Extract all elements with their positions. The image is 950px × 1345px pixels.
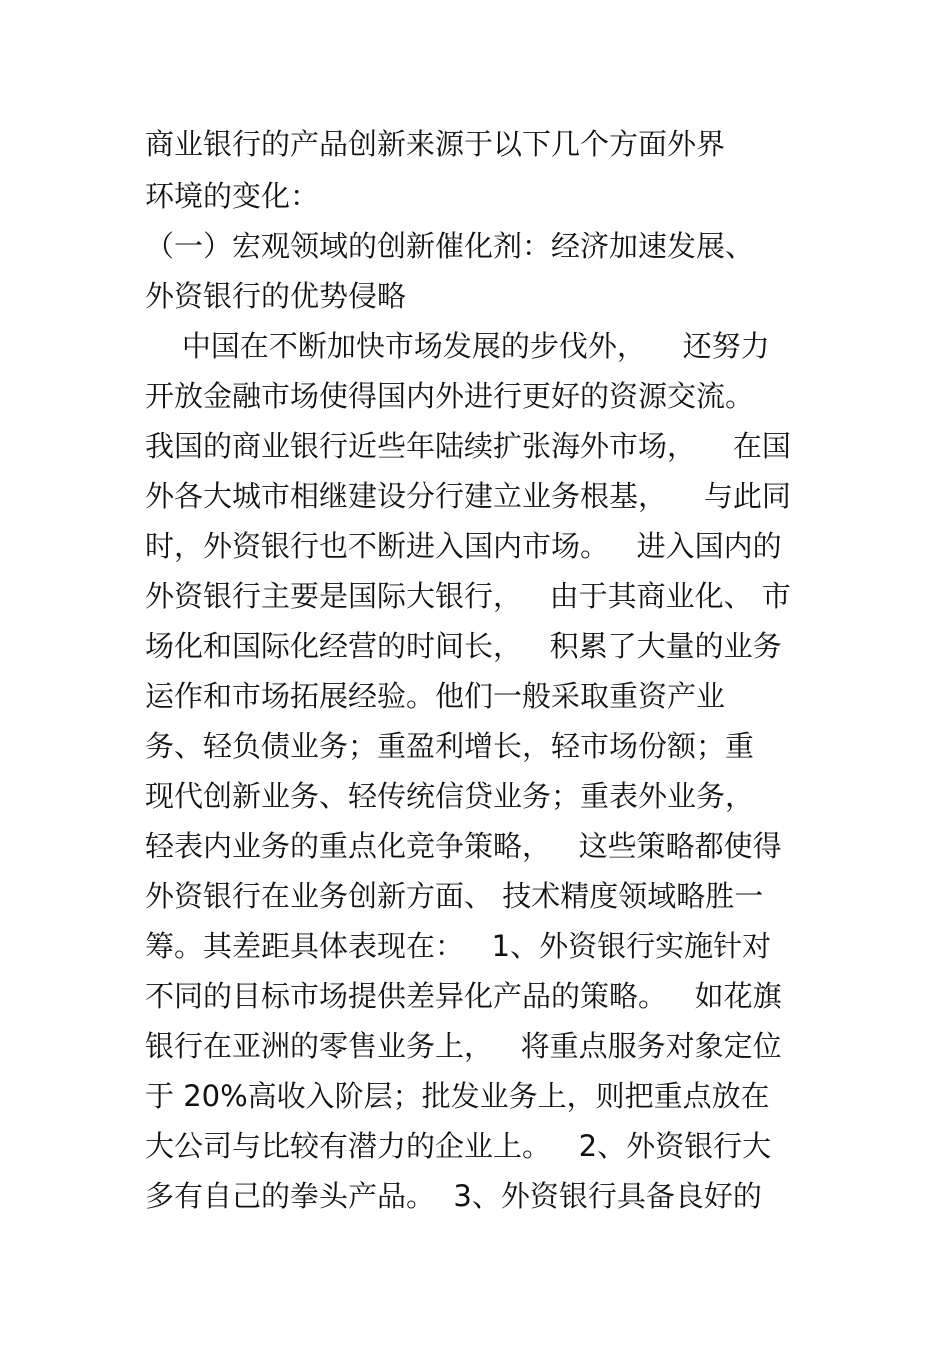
text-line-19: 银行在亚洲的零售业务上， 将重点服务对象定位 <box>145 1029 782 1063</box>
text-line-7: 我国的商业银行近些年陆续扩张海外市场， 在国 <box>145 429 791 463</box>
text-line-14: 现代创新业务、轻传统信贷业务；重表外业务， <box>145 779 755 813</box>
text-line-2: 环境的变化： <box>145 179 320 213</box>
text-line-3: （一）宏观领域的创新催化剂：经济加速发展、 <box>145 229 755 263</box>
text-line-11: 场化和国际化经营的时间长， 积累了大量的业务 <box>145 629 782 663</box>
text-line-4: 外资银行的优势侵略 <box>145 279 407 313</box>
text-line-12: 运作和市场拓展经验。他们一般采取重资产业 <box>145 679 726 713</box>
text-line-21: 大公司与比较有潜力的企业上。 2、外资银行大 <box>145 1129 772 1163</box>
text-line-15: 轻表内业务的重点化竞争策略， 这些策略都使得 <box>145 829 782 863</box>
text-line-6: 开放金融市场使得国内外进行更好的资源交流。 <box>145 379 755 413</box>
text-line-9: 时，外资银行也不断进入国内市场。 进入国内的 <box>145 529 782 563</box>
text-line-1: 商业银行的产品创新来源于以下几个方面外界 <box>145 127 726 161</box>
text-line-16: 外资银行在业务创新方面、 技术精度领域略胜一 <box>145 879 764 913</box>
text-line-22: 多有自己的拳头产品。 3、外资银行具备良好的 <box>145 1179 762 1213</box>
text-line-17: 筹。其差距具体表现在： 1、外资银行实施针对 <box>145 929 772 963</box>
text-line-13: 务、轻负债业务；重盈利增长，轻市场份额；重 <box>145 729 755 763</box>
text-line-5: 中国在不断加快市场发展的步伐外， 还努力 <box>145 329 770 363</box>
text-line-20: 于 20%高收入阶层；批发业务上，则把重点放在 <box>145 1079 770 1113</box>
text-line-8: 外各大城市相继建设分行建立业务根基， 与此同 <box>145 479 791 513</box>
text-line-10: 外资银行主要是国际大银行， 由于其商业化、 市 <box>145 579 791 613</box>
text-line-18: 不同的目标市场提供差异化产品的策略。 如花旗 <box>145 979 782 1013</box>
